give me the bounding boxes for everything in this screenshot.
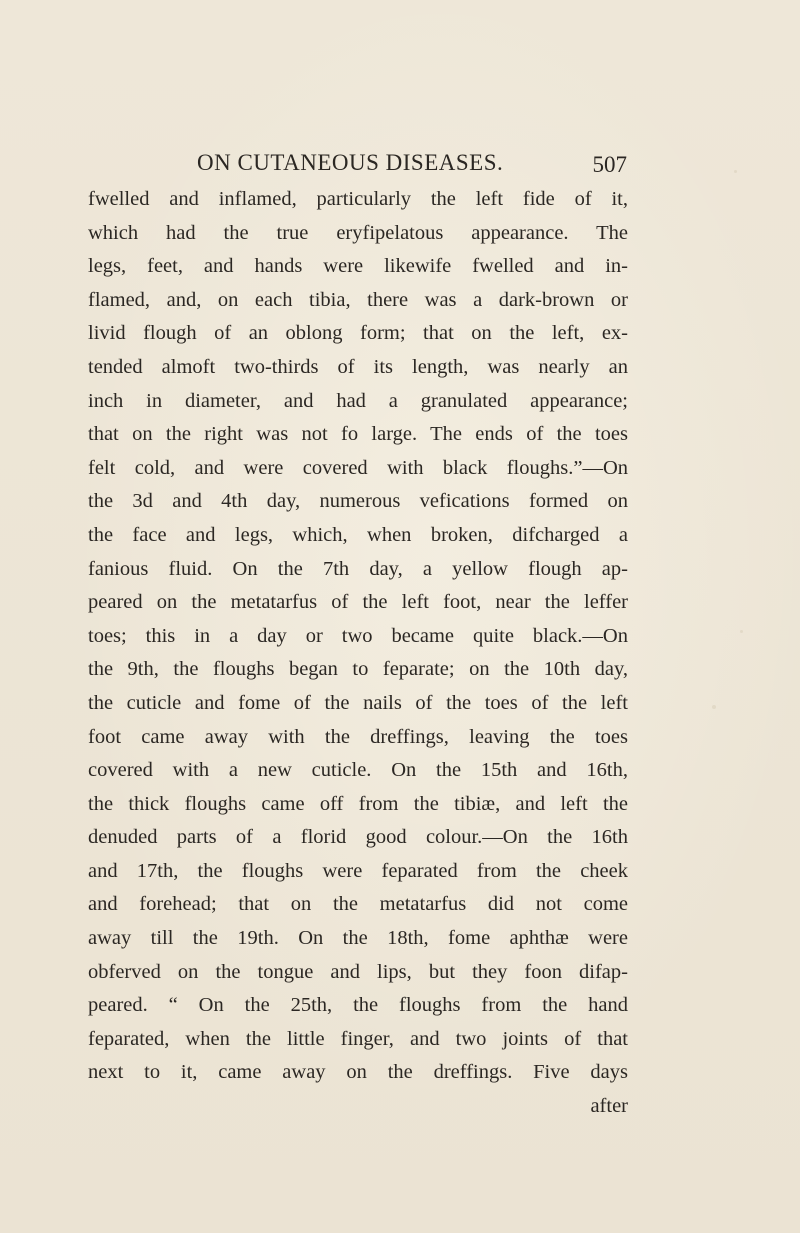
text-line: denuded parts of a florid good colour.—On the 16th xyxy=(88,826,628,849)
text-line: and forehead; that on the metatarfus did not come xyxy=(88,893,628,916)
text-line: flamed, and, on each tibia, there was a dark-brown or xyxy=(88,288,628,311)
text-line: fwelled and inflamed, particularly the left fide of it, xyxy=(88,188,628,210)
text-line: the 3d and 4th day, numerous vefications formed on xyxy=(88,490,628,513)
text-line: foot came away with the dreffings, leaving the toes xyxy=(88,725,628,748)
running-head xyxy=(197,150,627,180)
text-line: the thick floughs came off from the tibiæ, and left the xyxy=(88,792,628,815)
text-line: the 9th, the floughs began to feparate; on the 10th day, xyxy=(88,658,628,681)
text-line: tended almoft two-thirds of its length, was nearly an xyxy=(88,355,628,378)
body-text xyxy=(88,183,628,1124)
text-line: inch in diameter, and had a granulated appearance; xyxy=(88,389,628,412)
text-line: obferved on the tongue and lips, but they foon difap- xyxy=(88,960,628,983)
text-line: feparated, when the little finger, and two joints of that xyxy=(88,1027,628,1050)
text-line: covered with a new cuticle. On the 15th and 16th, xyxy=(88,759,628,782)
text-line: felt cold, and were covered with black floughs.”—On xyxy=(88,456,628,479)
text-line: peared. “ On the 25th, the floughs from the hand xyxy=(88,994,628,1017)
text-line: peared on the metatarfus of the left foot, near the leffer xyxy=(88,591,628,614)
text-line: that on the right was not fo large. The ends of the toes xyxy=(88,423,628,446)
running-title: ON CUTANEOUS DISEASES. xyxy=(197,150,504,175)
paper-speck xyxy=(734,170,737,173)
text-line: livid flough of an oblong form; that on the left, ex- xyxy=(88,322,628,345)
page-number: 507 xyxy=(592,152,627,177)
paper-speck xyxy=(712,705,716,709)
text-line: fanious fluid. On the 7th day, a yellow flough ap- xyxy=(88,557,628,580)
text-line: legs, feet, and hands were likewife fwelled and in- xyxy=(88,255,628,278)
text-line: and 17th, the floughs were feparated from the cheek xyxy=(88,859,628,882)
text-line: the cuticle and fome of the nails of the toes of the left xyxy=(88,691,628,714)
text-line: next to it, came away on the dreffings. Five days xyxy=(88,1061,628,1084)
text-line: the face and legs, which, when broken, difcharged a xyxy=(88,523,628,546)
text-line: away till the 19th. On the 18th, fome aphthæ were xyxy=(88,927,628,950)
paper-speck xyxy=(740,630,743,633)
catchword: after xyxy=(590,1095,628,1118)
text-line: toes; this in a day or two became quite black.—On xyxy=(88,624,628,647)
text-line: which had the true eryfipelatous appearance. The xyxy=(88,221,628,244)
